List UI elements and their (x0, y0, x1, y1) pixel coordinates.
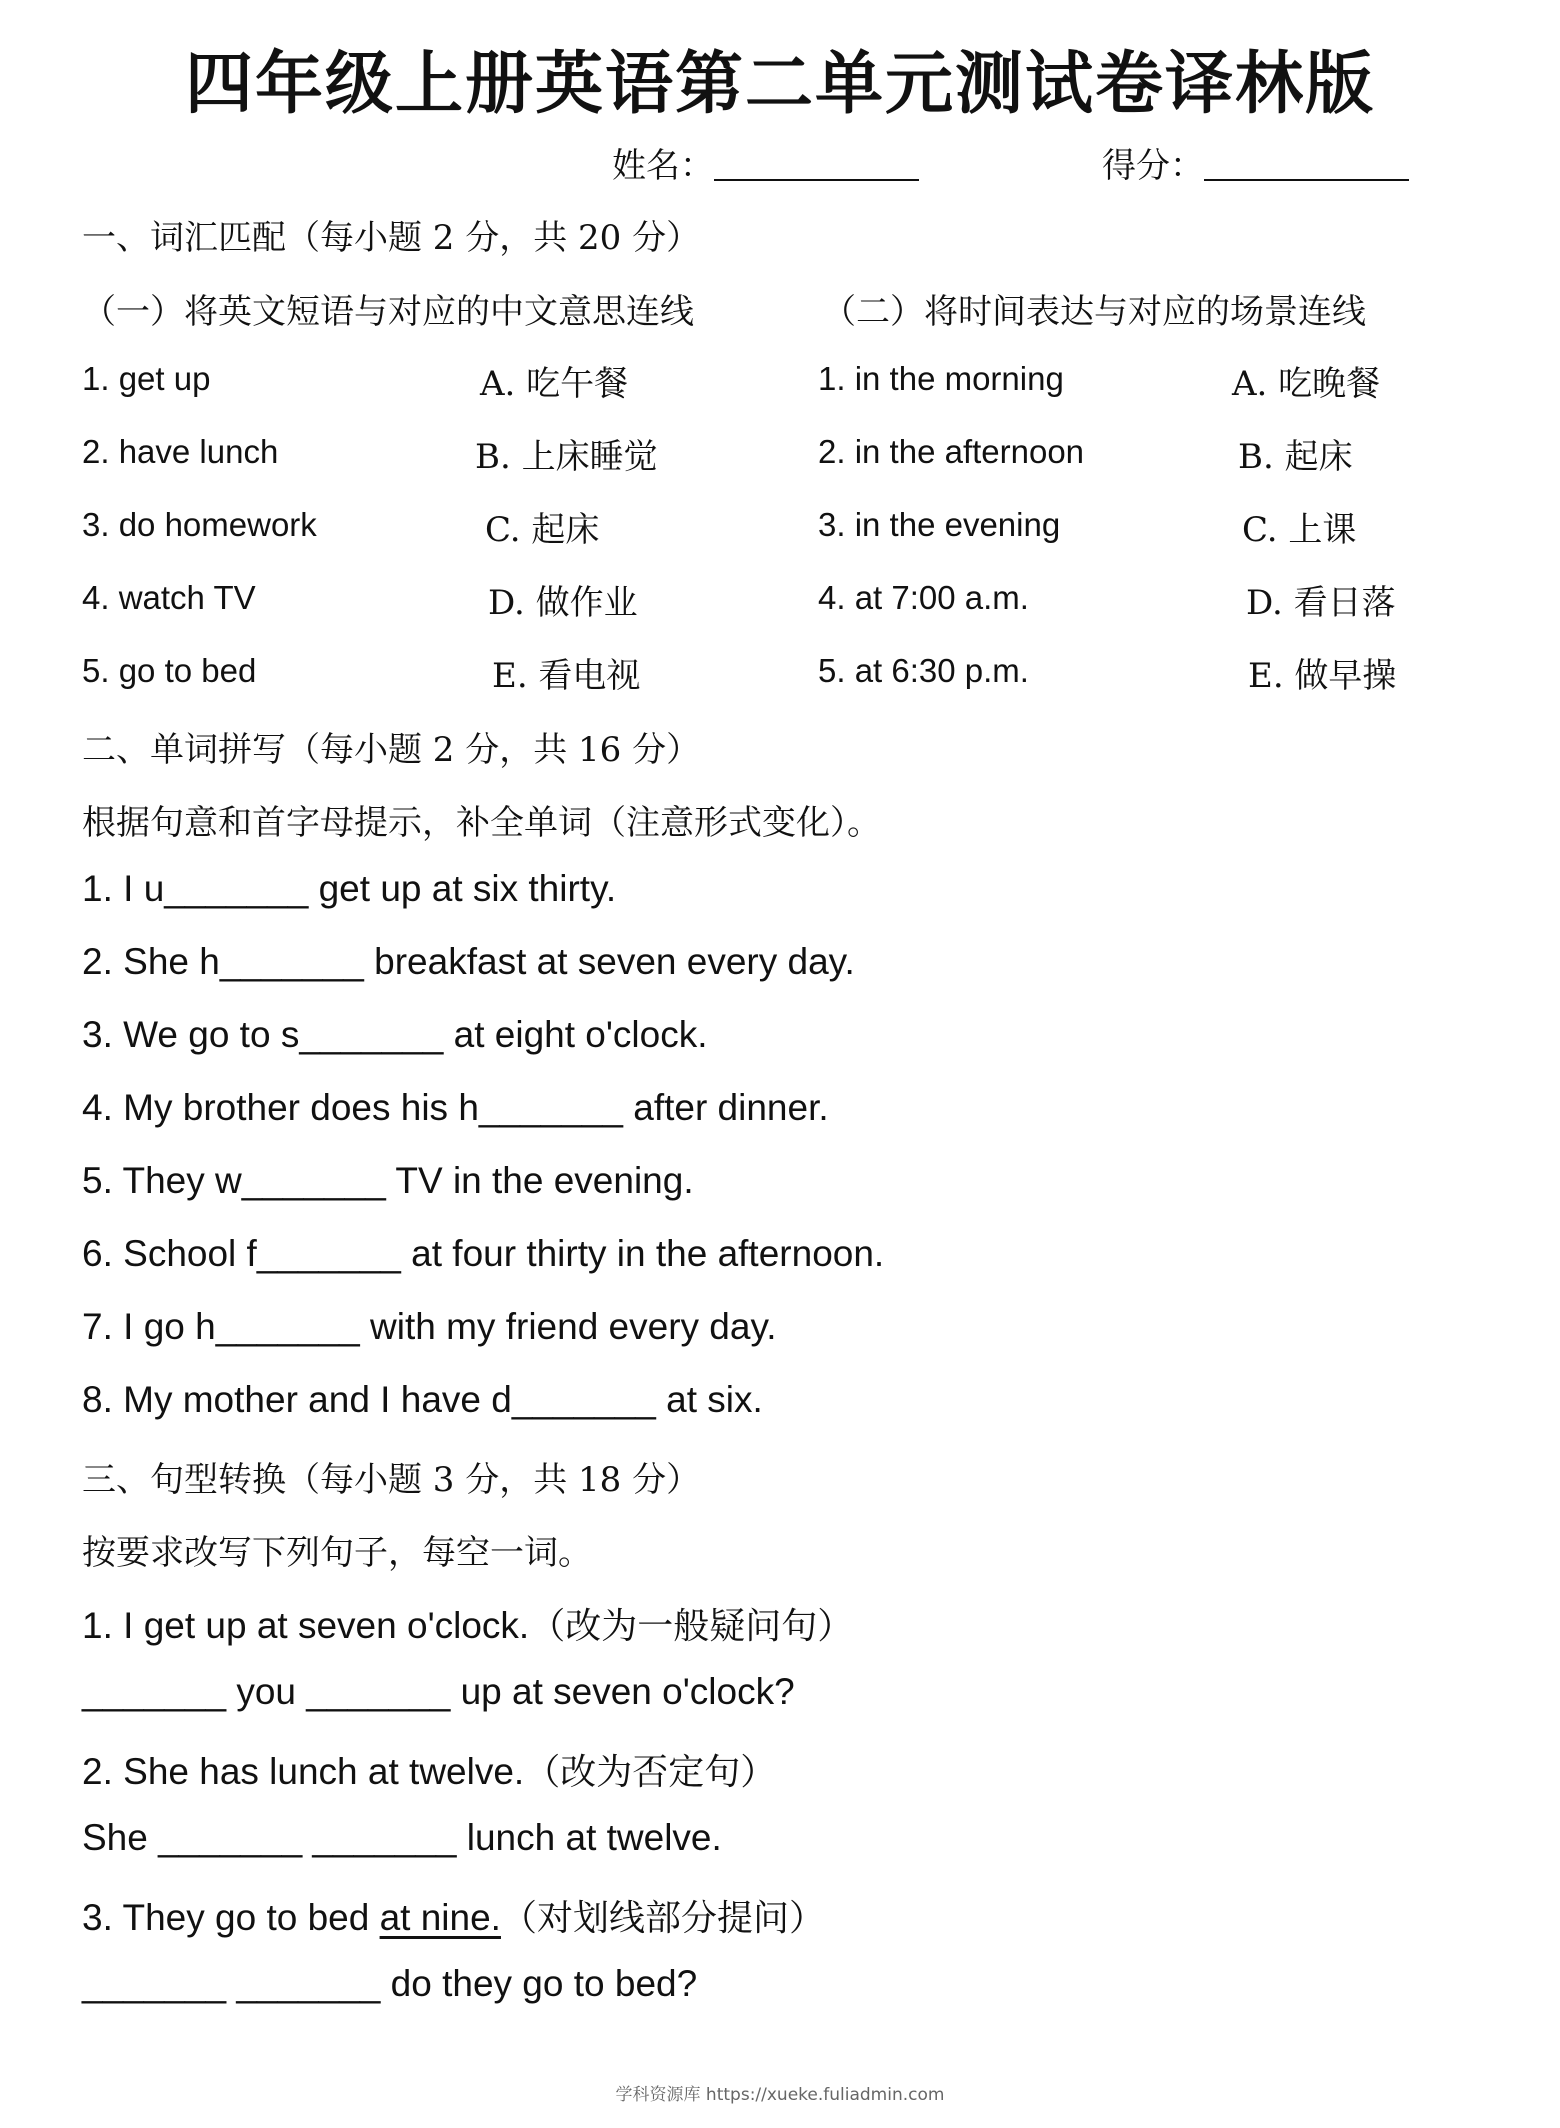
section1-heading: 一、词汇匹配（每小题 2 分，共 20 分） (82, 218, 701, 258)
match-item: 1. get up (82, 360, 211, 397)
question-requirement: （对划线部分提问） (500, 1898, 825, 1939)
spelling-item: 8. My mother and I have d_______ at six. (82, 1379, 763, 1420)
match-item: 2. have lunch (82, 433, 279, 470)
match-item: 3. do homework (82, 506, 317, 543)
question-requirement: （改为否定句） (524, 1752, 777, 1793)
transform-answer-2: She _______ _______ lunch at twelve. (82, 1817, 722, 1858)
match-item: 4. watch TV (82, 579, 256, 616)
match-item: 5. at 6:30 p.m. (818, 652, 1029, 689)
match-option: D. 做作业 (488, 583, 638, 623)
match-item: 4. at 7:00 a.m. (818, 579, 1029, 616)
transform-question-2 (82, 1744, 776, 1795)
match-option: E. 做早操 (1248, 656, 1397, 696)
question-text: 2. She has lunch at twelve. (82, 1751, 525, 1792)
match-item: 1. in the morning (818, 360, 1064, 397)
match-item: 3. in the evening (818, 506, 1061, 543)
match-option: E. 看电视 (492, 656, 641, 696)
transform-question-3 (82, 1890, 825, 1941)
match-option: B. 起床 (1238, 437, 1353, 477)
transform-answer-3: _______ _______ do they go to bed? (82, 1963, 698, 2004)
match-option: C. 上课 (1242, 510, 1357, 550)
spelling-item: 5. They w_______ TV in the evening. (82, 1160, 694, 1201)
page-title: 四年级上册英语第二单元测试卷译林版 (184, 45, 1375, 124)
spelling-item: 7. I go h_______ with my friend every day. (82, 1306, 777, 1347)
spelling-item: 3. We go to s_______ at eight o'clock. (82, 1014, 708, 1055)
spelling-item: 1. I u_______ get up at six thirty. (82, 868, 617, 909)
underlined-phrase: at nine. (379, 1897, 501, 1938)
match-option: B. 上床睡觉 (475, 437, 658, 477)
question-text: 3. They go to bed (82, 1897, 380, 1938)
transform-question-1 (82, 1598, 853, 1649)
footer-watermark: 学科资源库 https://xueke.fuliadmin.com (615, 2085, 945, 2105)
question-requirement: （改为一般疑问句） (529, 1606, 854, 1647)
spelling-item: 2. She h_______ breakfast at seven every day. (82, 941, 855, 982)
match-option: C. 起床 (485, 510, 600, 550)
score-field (1102, 138, 1409, 187)
section2-instruction: 根据句意和首字母提示，补全单词（注意形式变化）。 (82, 803, 881, 843)
spelling-item: 4. My brother does his h_______ after dinner. (82, 1087, 829, 1128)
match-option: A. 吃晚餐 (1232, 364, 1381, 404)
part2-heading: （二）将时间表达与对应的场景连线 (822, 292, 1366, 332)
question-text: 1. I get up at seven o'clock. (82, 1605, 530, 1646)
score-label: 得分： (1102, 146, 1204, 186)
match-option: A. 吃午餐 (480, 364, 629, 404)
name-label: 姓名： (612, 146, 714, 186)
transform-answer-1: _______ you _______ up at seven o'clock? (82, 1671, 795, 1712)
name-field (612, 138, 919, 187)
name-blank[interactable] (714, 145, 919, 181)
score-blank[interactable] (1204, 145, 1409, 181)
section3-heading: 三、句型转换（每小题 3 分，共 18 分） (82, 1460, 701, 1500)
section3-instruction: 按要求改写下列句子，每空一词。 (82, 1533, 592, 1573)
part1-heading: （一）将英文短语与对应的中文意思连线 (82, 292, 694, 332)
spelling-item: 6. School f_______ at four thirty in the afternoon. (82, 1233, 885, 1274)
match-item: 5. go to bed (82, 652, 257, 689)
section2-heading: 二、单词拼写（每小题 2 分，共 16 分） (82, 730, 701, 770)
match-option: D. 看日落 (1246, 583, 1396, 623)
match-item: 2. in the afternoon (818, 433, 1085, 470)
